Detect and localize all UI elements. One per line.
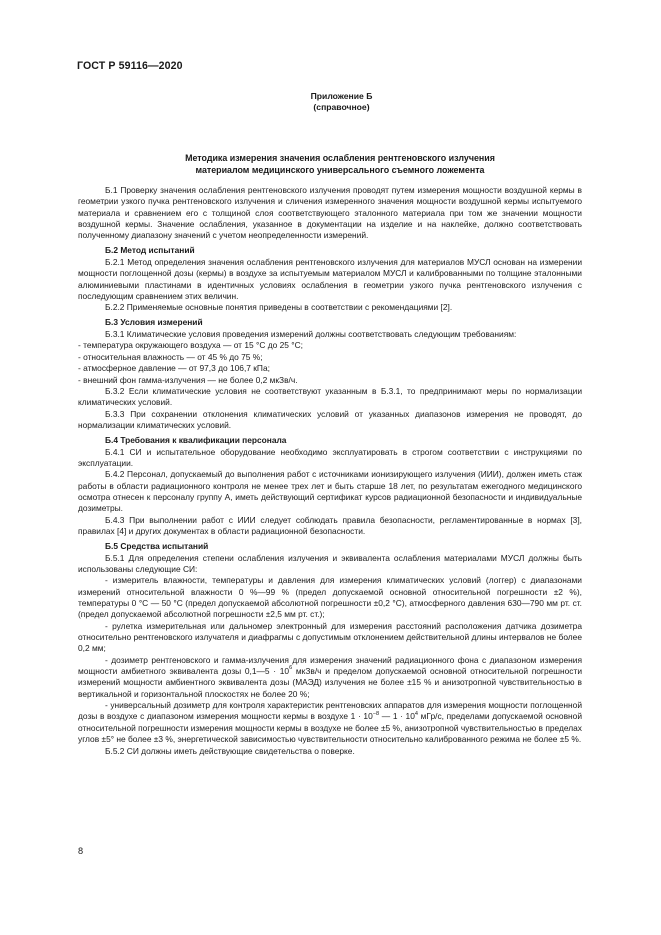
list-item-logger: - измеритель влажности, температуры и давления для измерения климатических условий (логгер) с диапазонами измерений относительной влажности 0 %—99 % (предел допускаемой основной относительной погрешности ±2 %), температуры 0 °С — 50 °С (предел допускаемой абсолютной погрешности ±0,2 °С), атмосферного давления 630—790 мм рт. ст. (предел допускаемой абсолютной погрешности ±2,5 мм рт. ст.); — [78, 575, 582, 620]
list-item-humidity: - относительная влажность — от 45 % до 75 %; — [78, 351, 263, 362]
dosimeter-text-part-1: - дозиметр рентгеновского и гамма-излучения для измерения значений радиационного фона с диапазоном измерения мощности амбиетного эквивалента дозы 0,1—5 · 10 — [78, 654, 582, 677]
document-code: ГОСТ Р 59116—2020 — [77, 60, 183, 72]
universal-dosimeter-text-part-2: — 1 · 10 — [379, 711, 415, 722]
appendix-title: Приложение Б — [310, 91, 373, 101]
paragraph-b4-2: Б.4.2 Персонал, допускаемый до выполнения работ с источниками ионизирующего излучения (ИИИ), должен иметь стаж работы в области радиационного контроля не менее трех лет и быть старше 18 лет, по результатам ежегодного медицинского осмотра отнесен к персоналу группу А, иметь действующий сертификат курсов радиационной безопасности и индивидуальные дозиметры. — [78, 469, 582, 514]
paragraph-b3-3: Б.3.3 При сохранении отклонения климатических условий от указанных диапазонов измерения не проводят, до нормализации климатических условий. — [78, 408, 582, 430]
paragraph-b4-3: Б.4.3 При выполнении работ с ИИИ следует соблюдать правила безопасности, регламентированные в нормах [3], правилах [4] и других документах в области радиационной безопасности. — [78, 514, 582, 536]
universal-dosimeter-text-part-3: мГр/с, пределами допускаемой основной относительной погрешности измерения мощности кермы в воздухе не более ±5 %, анизотропной чувствительностью в пределах углов ±5° не более ±3 %, энергетической зависимостью чувствительности относительно калиброванного режима не более ±5 %. — [78, 711, 583, 745]
section-heading-b4: Б.4 Требования к квалификации персонала — [105, 434, 287, 445]
list-item-pressure: - атмосферное давление — от 97,3 до 106,7 кПа; — [78, 363, 270, 374]
paragraph-b2-2: Б.2.2 Применяемые основные понятия приведены в соответствии с рекомендациями [2]. — [105, 302, 453, 313]
method-title-line-1: Методика измерения значения ослабления рентгеновского излучения — [185, 153, 495, 163]
method-title-line-2: материалом медицинского универсального съемного ложемента — [195, 165, 485, 175]
list-item-temperature: - температура окружающего воздуха — от 15 °С до 25 °С; — [78, 340, 303, 351]
appendix-subtitle: (справочное) — [313, 102, 370, 112]
section-heading-b5: Б.5 Средства испытаний — [105, 540, 209, 551]
paragraph-b2-1: Б.2.1 Метод определения значения ослабления рентгеновского излучения для материалов МУСЛ основан на измерении мощности поглощенной дозы (кермы) в воздухе за испытуемым материалом МУСЛ и калиброванными по толщине эталонными алюминиевыми пластинами в идентичных условиях ослабления в геометрии узкого пучка рентгеновского излучения с последующим сравнением этих величин. — [78, 257, 582, 302]
document-body — [78, 185, 582, 757]
dosimeter-exponent: 6 — [289, 665, 293, 672]
list-item-gamma-background: - внешний фон гамма-излучения — не более 0,2 мкЗв/ч. — [78, 374, 298, 385]
paragraph-b3-1: Б.3.1 Климатические условия проведения измерений должны соответствовать следующим требованиям: — [105, 329, 517, 340]
section-heading-b3: Б.3 Условия измерений — [105, 317, 203, 328]
method-title — [90, 152, 590, 176]
section-heading-b2: Б.2 Метод испытаний — [105, 245, 195, 256]
paragraph-b4-1: Б.4.1 СИ и испытательное оборудование необходимо эксплуатировать в строгом соответствии с инструкциями по эксплуатации. — [78, 446, 582, 468]
page-number: 8 — [78, 846, 84, 856]
paragraph-b5-1: Б.5.1 Для определения степени ослабления излучения и эквивалента ослабления материалами МУСЛ должны быть использованы следующие СИ: — [78, 552, 582, 574]
universal-dosimeter-text-part-1: - универсальный дозиметр для контроля характеристик рентгеновских аппаратов для измерения мощности поглощенной дозы в воздухе с диапазоном измерения мощности кермы в воздухе 1 · 10 — [78, 700, 582, 722]
paragraph-b3-2: Б.3.2 Если климатические условия не соответствуют указанным в Б.3.1, то предпринимают меры по нормализации климатических условий. — [78, 385, 582, 408]
dosimeter-text-part-2: мкЗв/ч и пределом допускаемой основной относительной погрешности измерений мощности амбиентного эквивалента дозы (МАЭД) излучения не более ±15 % и анизотропной чувствительностью в вертикальной и горизонтальной плоскостях не более 20 %; — [78, 666, 582, 699]
list-item-universal-dosimeter — [78, 700, 582, 745]
universal-dosimeter-exponent-2: 4 — [414, 710, 419, 717]
list-item-background-dosimeter — [78, 655, 582, 700]
paragraph-b1: Б.1 Проверку значения ослабления рентгеновского излучения проводят путем измерения мощности воздушной кермы в геометрии узкого пучка рентгеновского излучения и сличения измеренного значения мощности воздушной кермы испытуемого материала и сравнением его с толщиной слоя соответствующего эталонного материала при том же значении мощности воздушной кермы. Значение ослабления, указанное в документации на изделие и на наклейке, должно соответствовать полученному диапазону значений с учетом неопределенности измерений. — [78, 185, 582, 241]
paragraph-b5-2: Б.5.2 СИ должны иметь действующие свидетельства о поверке. — [105, 745, 355, 756]
universal-dosimeter-exponent-1: −8 — [372, 710, 380, 717]
appendix-heading — [0, 91, 661, 113]
list-item-tape-measure: - рулетка измерительная или дальномер электронный для измерения расстояний расположения датчика дозиметра относительно рентгеновского излучателя и диафрагмы с допустимым отклонением действительной длины интервалов не более 0,2 мм; — [78, 620, 582, 654]
